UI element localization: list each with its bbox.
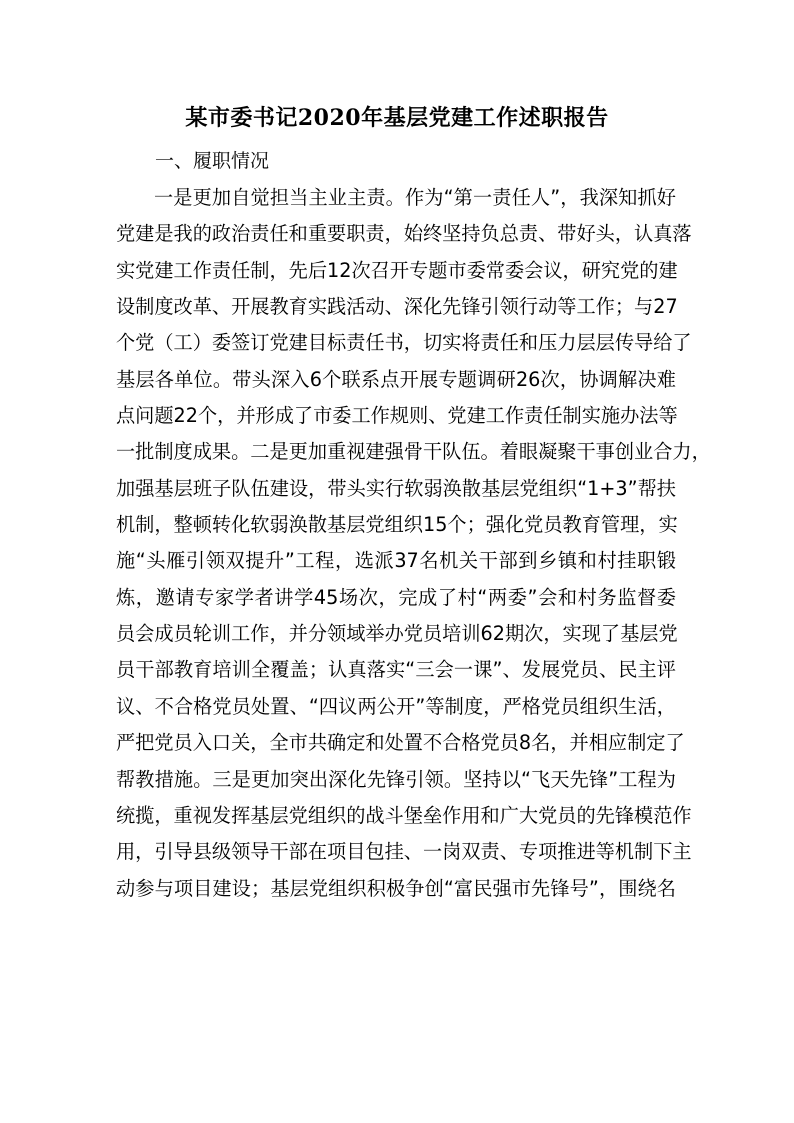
body-line: 动参与项目建设；基层党组织积极争创“富民强市先锋号”，围绕名	[116, 876, 676, 900]
body-line: 用，引导县级领导干部在项目包挂、一岗双责、专项推进等机制下主	[116, 840, 692, 864]
body-line: 机制，整顿转化软弱涣散基层党组织15个；强化党员教育管理，实	[116, 513, 678, 537]
section-heading: 一、履职情况	[155, 150, 270, 172]
document-title: 某市委书记2020年基层党建工作述职报告	[185, 105, 609, 131]
body-line: 帮教措施。三是更加突出深化先锋引领。坚持以“飞天先锋”工程为	[116, 767, 676, 791]
body-line: 一是更加自觉担当主业主责。作为“第一责任人”，我深知抓好	[154, 186, 676, 209]
body-line: 基层各单位。带头深入6个联系点开展专题调研26次，协调解决难	[116, 367, 676, 391]
body-line: 员会成员轮训工作，并分领域举办党员培训62期次，实现了基层党	[116, 622, 678, 646]
body-line: 点问题22个，并形成了市委工作规则、党建工作责任制实施办法等	[116, 404, 678, 428]
body-line: 党建是我的政治责任和重要职责，始终坚持负总责、带好头，认真落	[116, 222, 692, 246]
body-line: 员干部教育培训全覆盖；认真落实“三会一课”、发展党员、民主评	[116, 658, 676, 682]
body-line: 加强基层班子队伍建设，带头实行软弱涣散基层党组织“1+3”帮扶	[116, 476, 676, 500]
body-line: 一批制度成果。二是更加重视建强骨干队伍。着眼凝聚干事创业合力，	[116, 440, 711, 464]
body-line: 炼，邀请专家学者讲学45场次，完成了村“两委”会和村务监督委	[116, 585, 676, 609]
body-line: 施“头雁引领双提升”工程，选派37名机关干部到乡镇和村挂职锻	[116, 549, 676, 573]
body-line: 议、不合格党员处置、“四议两公开”等制度，严格党员组织生活，	[116, 694, 676, 718]
body-line: 统揽，重视发挥基层党组织的战斗堡垒作用和广大党员的先锋模范作	[116, 803, 692, 827]
body-line: 设制度改革、开展教育实践活动、深化先锋引领行动等工作；与27	[116, 295, 678, 319]
body-line: 个党（工）委签订党建目标责任书，切实将责任和压力层层传导给了	[116, 331, 692, 355]
body-line: 实党建工作责任制，先后12次召开专题市委常委会议，研究党的建	[116, 258, 678, 282]
body-text	[116, 180, 711, 907]
body-line: 严把党员入口关，全市共确定和处置不合格党员8名，并相应制定了	[116, 731, 685, 755]
